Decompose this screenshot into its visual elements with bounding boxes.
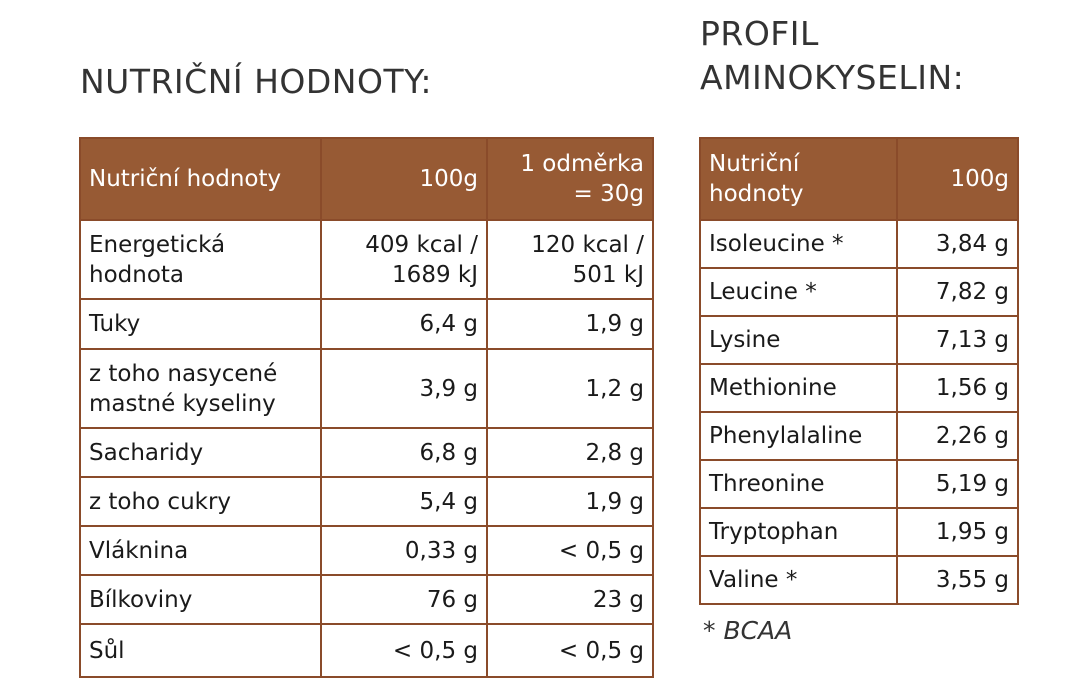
table-row: [80, 349, 653, 428]
amino-title-line-1: PROFIL: [700, 14, 819, 53]
value-100g: 0,33 g: [321, 526, 487, 575]
value-scoop: 120 kcal / 501 kJ: [487, 220, 653, 299]
amino-label: Valine *: [700, 556, 897, 604]
value-scoop: 1,9 g: [487, 299, 653, 349]
table-row: [80, 624, 653, 677]
value-100g: 3,9 g: [321, 349, 487, 428]
value-100g: 76 g: [321, 575, 487, 624]
nutrition-table: [79, 137, 654, 678]
amino-header-100g: 100g: [897, 138, 1018, 220]
value-scoop: < 0,5 g: [487, 526, 653, 575]
table-row: [80, 575, 653, 624]
amino-label: Threonine: [700, 460, 897, 508]
nutrient-label: Energetická hodnota: [80, 220, 321, 299]
table-row: [80, 220, 653, 299]
value-scoop: 2,8 g: [487, 428, 653, 477]
nutrient-label: Bílkoviny: [80, 575, 321, 624]
nutrition-title: NUTRIČNÍ HODNOTY:: [80, 62, 433, 101]
amino-header-row: [700, 138, 1018, 220]
amino-value: 1,95 g: [897, 508, 1018, 556]
value-scoop: < 0,5 g: [487, 624, 653, 677]
table-row: [80, 428, 653, 477]
nutrient-label: Sůl: [80, 624, 321, 677]
table-row: [700, 412, 1018, 460]
table-row: [80, 477, 653, 526]
table-row: [700, 364, 1018, 412]
amino-value: 3,84 g: [897, 220, 1018, 268]
value-100g: 5,4 g: [321, 477, 487, 526]
nutrition-header-row: [80, 138, 653, 220]
nutrition-header-scoop: 1 odměrka = 30g: [487, 138, 653, 220]
value-scoop: 1,2 g: [487, 349, 653, 428]
table-row: [700, 460, 1018, 508]
amino-value: 2,26 g: [897, 412, 1018, 460]
amino-label: Tryptophan: [700, 508, 897, 556]
nutrient-label: Tuky: [80, 299, 321, 349]
value-scoop: 23 g: [487, 575, 653, 624]
table-row: [700, 316, 1018, 364]
amino-value: 7,13 g: [897, 316, 1018, 364]
amino-value: 1,56 g: [897, 364, 1018, 412]
table-row: [700, 220, 1018, 268]
table-row: [80, 526, 653, 575]
amino-table: [699, 137, 1019, 605]
value-100g: < 0,5 g: [321, 624, 487, 677]
nutrient-label: Vláknina: [80, 526, 321, 575]
nutrient-label: z toho cukry: [80, 477, 321, 526]
nutrient-label: Sacharidy: [80, 428, 321, 477]
value-100g: 6,4 g: [321, 299, 487, 349]
value-scoop: 1,9 g: [487, 477, 653, 526]
value-100g: 6,8 g: [321, 428, 487, 477]
nutrition-header-label: Nutriční hodnoty: [80, 138, 321, 220]
amino-label: Lysine: [700, 316, 897, 364]
table-row: [700, 268, 1018, 316]
table-row: [700, 508, 1018, 556]
amino-label: Phenylalaline: [700, 412, 897, 460]
value-100g: 409 kcal / 1689 kJ: [321, 220, 487, 299]
amino-label: Leucine *: [700, 268, 897, 316]
amino-title-line-2: AMINOKYSELIN:: [700, 58, 965, 97]
nutrition-header-100g: 100g: [321, 138, 487, 220]
amino-label: Methionine: [700, 364, 897, 412]
amino-title: [700, 12, 964, 100]
amino-header-label: Nutriční hodnoty: [700, 138, 897, 220]
table-row: [700, 556, 1018, 604]
amino-value: 7,82 g: [897, 268, 1018, 316]
nutrient-label: z toho nasycené mastné kyseliny: [80, 349, 321, 428]
table-row: [80, 299, 653, 349]
amino-label: Isoleucine *: [700, 220, 897, 268]
bcaa-footnote: * BCAA: [703, 616, 793, 645]
amino-value: 3,55 g: [897, 556, 1018, 604]
amino-value: 5,19 g: [897, 460, 1018, 508]
